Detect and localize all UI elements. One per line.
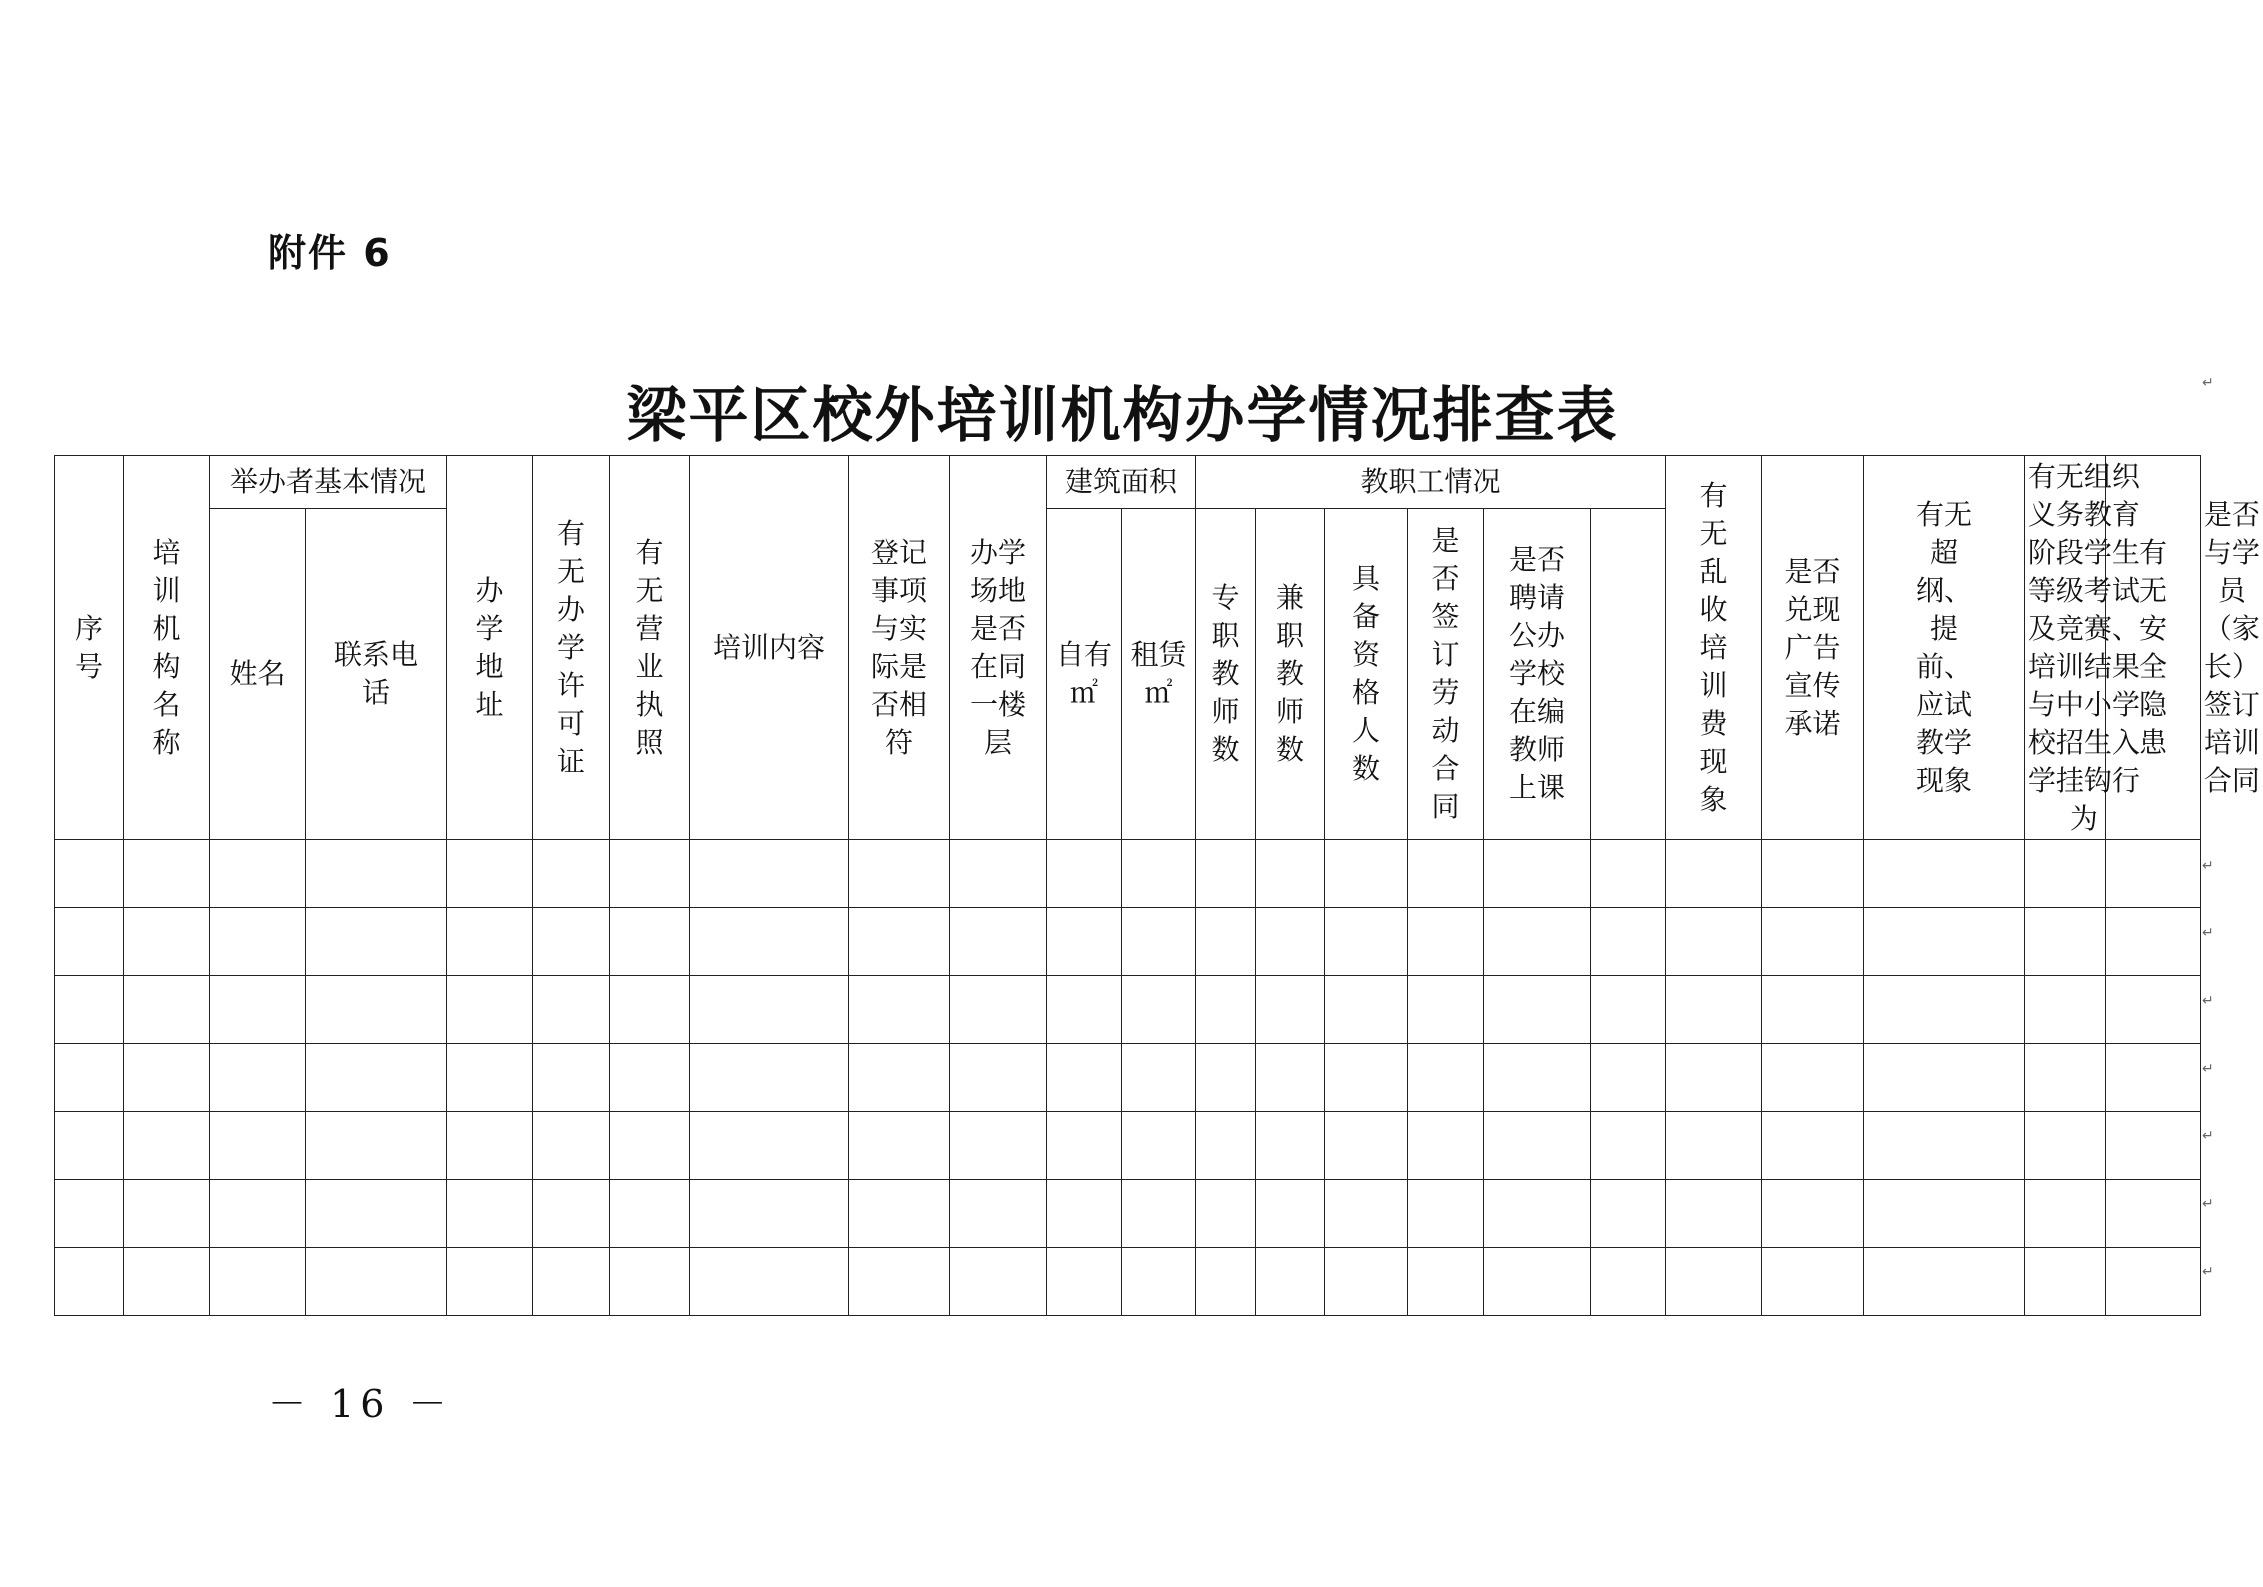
table-cell: [849, 908, 950, 976]
header-public-teachers: 是否聘请公办学校在编教师上课: [1484, 509, 1591, 840]
table-cell: [1047, 976, 1122, 1044]
table-cell: [610, 908, 690, 976]
table-cell: [306, 1112, 447, 1180]
table-cell: [1864, 840, 2025, 908]
table-cell: [1325, 1180, 1408, 1248]
table-cell: [210, 840, 306, 908]
table-cell: [210, 1248, 306, 1316]
table-cell: [1484, 908, 1591, 976]
table-cell: [2106, 1044, 2201, 1112]
table-cell: [1408, 976, 1484, 1044]
document-title: 梁平区校外培训机构办学情况排查表: [626, 381, 1619, 451]
header-registration-match: 登记事项与实际是否相符: [849, 456, 950, 840]
table-row: [55, 1180, 2201, 1248]
table-cell: [1196, 1180, 1256, 1248]
table-cell: [950, 1180, 1047, 1248]
table-cell: [1484, 1180, 1591, 1248]
table-cell: [950, 1112, 1047, 1180]
table-cell: [1666, 908, 1762, 976]
table-cell: [849, 1248, 950, 1316]
table-cell: [533, 976, 610, 1044]
table-cell: [849, 1044, 950, 1112]
table-cell: [1762, 840, 1864, 908]
header-safety-hazard: 有无安全隐患: [2106, 456, 2201, 840]
table-row: [55, 840, 2201, 908]
table-cell: [849, 1112, 950, 1180]
table-cell: [1325, 1248, 1408, 1316]
table-cell: [124, 1180, 210, 1248]
table-cell: [1666, 1112, 1762, 1180]
table-cell: [124, 1112, 210, 1180]
table-cell: [610, 840, 690, 908]
table-cell: [533, 1044, 610, 1112]
table-cell: [610, 1044, 690, 1112]
table-cell: [1047, 1044, 1122, 1112]
table-row: [55, 1044, 2201, 1112]
table-row: [55, 1248, 2201, 1316]
table-cell: [950, 1044, 1047, 1112]
table-row: [55, 908, 2201, 976]
table-cell: [1325, 1112, 1408, 1180]
table-cell: [1484, 1044, 1591, 1112]
table-cell: [1047, 1248, 1122, 1316]
table-cell: [2025, 908, 2106, 976]
table-cell: [2025, 1248, 2106, 1316]
page-number: － 16 －: [268, 1382, 453, 1426]
table-cell: [2106, 1248, 2201, 1316]
table-cell: [2106, 840, 2201, 908]
table-cell: [1047, 908, 1122, 976]
table-cell: [690, 1044, 849, 1112]
table-cell: [1196, 976, 1256, 1044]
table-cell: [533, 908, 610, 976]
table-cell: [1762, 1044, 1864, 1112]
paragraph-mark: ↵: [2202, 375, 2214, 391]
header-business-license: 有无营业执照: [610, 456, 690, 840]
header-fulltime-teachers: 专职教师数: [1196, 509, 1256, 840]
table-cell: [1591, 1112, 1666, 1180]
table-cell: [306, 908, 447, 976]
table-cell: [210, 1112, 306, 1180]
table-cell: [1762, 1112, 1864, 1180]
table-cell: [1256, 1248, 1325, 1316]
table-cell: [2106, 1112, 2201, 1180]
table-cell: [1484, 1248, 1591, 1316]
table-cell: [533, 840, 610, 908]
table-cell: [1196, 908, 1256, 976]
table-cell: [950, 1248, 1047, 1316]
paragraph-mark: ↵: [2202, 925, 2214, 941]
paragraph-mark: ↵: [2202, 1061, 2214, 1077]
table-cell: [447, 976, 533, 1044]
header-school-permit: 有无办学许可证: [533, 456, 610, 840]
table-cell: [210, 1044, 306, 1112]
header-ad-promise: 是否兑现广告宣传承诺: [1762, 456, 1864, 840]
header-staff-group: 教职工情况: [1196, 456, 1666, 509]
paragraph-mark: ↵: [2202, 858, 2214, 874]
table-cell: [690, 1248, 849, 1316]
table-cell: [1256, 908, 1325, 976]
table-cell: [849, 1180, 950, 1248]
table-cell: [124, 976, 210, 1044]
table-cell: [1256, 976, 1325, 1044]
table-cell: [1484, 976, 1591, 1044]
table-cell: [1666, 1044, 1762, 1112]
table-cell: [210, 1180, 306, 1248]
table-cell: [124, 840, 210, 908]
table-cell: [1122, 840, 1196, 908]
table-cell: [1408, 1248, 1484, 1316]
table-cell: [1408, 908, 1484, 976]
table-cell: [1122, 1112, 1196, 1180]
paragraph-mark: ↵: [2202, 1264, 2214, 1280]
table-cell: [1256, 1180, 1325, 1248]
table-cell: [1591, 1044, 1666, 1112]
table-cell: [1591, 1180, 1666, 1248]
header-area-owned: 自有㎡: [1047, 509, 1122, 840]
table-cell: [1666, 1248, 1762, 1316]
table-cell: [1325, 1044, 1408, 1112]
table-cell: [1864, 1044, 2025, 1112]
table-cell: [447, 1044, 533, 1112]
attachment-label: 附件 6: [268, 231, 392, 275]
table-cell: [55, 976, 124, 1044]
table-cell: [306, 840, 447, 908]
table-cell: [1122, 1248, 1196, 1316]
table-cell: [1408, 1180, 1484, 1248]
table-cell: [55, 1248, 124, 1316]
paragraph-mark: ↵: [2202, 1196, 2214, 1212]
table-cell: [1196, 840, 1256, 908]
table-cell: [1122, 976, 1196, 1044]
table-cell: [610, 1112, 690, 1180]
table-cell: [1762, 1248, 1864, 1316]
table-cell: [2106, 908, 2201, 976]
table-cell: [690, 1180, 849, 1248]
table-cell: [1762, 1180, 1864, 1248]
table-cell: [950, 908, 1047, 976]
table-row: [55, 1112, 2201, 1180]
table-cell: [1325, 908, 1408, 976]
paragraph-mark: ↵: [2202, 1128, 2214, 1144]
table-cell: [124, 908, 210, 976]
header-competition-link: 有无组织义务教育阶段学生等级考试及竞赛、培训结果与中小学校招生入学挂钩行为: [2025, 456, 2106, 840]
table-cell: [1047, 1112, 1122, 1180]
table-cell: [1591, 840, 1666, 908]
table-cell: [1047, 840, 1122, 908]
table-cell: [306, 1044, 447, 1112]
header-qualified-count: 具备资格人数: [1325, 509, 1408, 840]
header-address: 办学地址: [447, 456, 533, 840]
header-organizer-group: 举办者基本情况: [210, 456, 447, 509]
table-cell: [1591, 908, 1666, 976]
table-cell: [1591, 976, 1666, 1044]
header-seq: 序号: [55, 456, 124, 840]
table-cell: [447, 840, 533, 908]
table-cell: [2025, 1044, 2106, 1112]
table-row: [55, 976, 2201, 1044]
table-cell: [1196, 1248, 1256, 1316]
table-cell: [306, 1248, 447, 1316]
table-cell: [1122, 1180, 1196, 1248]
header-exam-oriented: 有无超纲、提前、应试教学现象: [1864, 456, 2025, 840]
table-cell: [2025, 840, 2106, 908]
table-cell: [690, 1112, 849, 1180]
table-cell: [950, 976, 1047, 1044]
table-cell: [1864, 908, 2025, 976]
header-area-group: 建筑面积: [1047, 456, 1196, 509]
table-cell: [1256, 840, 1325, 908]
table-body: [55, 840, 2201, 1316]
table-cell: [950, 840, 1047, 908]
table-cell: [1408, 840, 1484, 908]
table-cell: [610, 1180, 690, 1248]
table-cell: [1666, 1180, 1762, 1248]
table-cell: [690, 908, 849, 976]
table-cell: [124, 1044, 210, 1112]
table-cell: [1256, 1044, 1325, 1112]
table-cell: [1484, 840, 1591, 908]
table-cell: [690, 840, 849, 908]
header-arbitrary-fees: 有无乱收培训费现象: [1666, 456, 1762, 840]
header-parttime-teachers: 兼职教师数: [1256, 509, 1325, 840]
table-cell: [1196, 1044, 1256, 1112]
header-area-rented: 租赁㎡: [1122, 509, 1196, 840]
header-labor-contract: 是否签订劳动合同: [1408, 509, 1484, 840]
table-cell: [533, 1180, 610, 1248]
table-cell: [1325, 840, 1408, 908]
table-cell: [1666, 840, 1762, 908]
table-cell: [533, 1112, 610, 1180]
table-cell: [447, 1112, 533, 1180]
table-cell: [306, 976, 447, 1044]
table-cell: [55, 908, 124, 976]
table-cell: [55, 1044, 124, 1112]
header-same-floor: 办学场地是否在同一楼层: [950, 456, 1047, 840]
table-cell: [1325, 976, 1408, 1044]
table-cell: [1256, 1112, 1325, 1180]
table-cell: [1762, 976, 1864, 1044]
table-cell: [1762, 908, 1864, 976]
table-cell: [2106, 1180, 2201, 1248]
table-cell: [849, 840, 950, 908]
table-cell: [1408, 1044, 1484, 1112]
table-cell: [124, 1248, 210, 1316]
table-cell: [306, 1180, 447, 1248]
table-cell: [690, 976, 849, 1044]
table-cell: [2106, 976, 2201, 1044]
table-cell: [1047, 1180, 1122, 1248]
table-cell: [1408, 1112, 1484, 1180]
header-organizer-name: 姓名: [210, 509, 306, 840]
table-cell: [610, 976, 690, 1044]
table-cell: [2025, 1180, 2106, 1248]
table-cell: [1196, 1112, 1256, 1180]
header-training-content: 培训内容: [690, 456, 849, 840]
table-cell: [55, 1180, 124, 1248]
table-cell: [447, 1248, 533, 1316]
paragraph-mark: ↵: [2202, 993, 2214, 1009]
table-cell: [1122, 1044, 1196, 1112]
table-cell: [210, 908, 306, 976]
header-org-name: 培训机构名称: [124, 456, 210, 840]
table-cell: [1122, 908, 1196, 976]
table-cell: [2025, 976, 2106, 1044]
table-cell: [1666, 976, 1762, 1044]
table-cell: [610, 1248, 690, 1316]
table-cell: [55, 840, 124, 908]
table-cell: [1864, 976, 2025, 1044]
table-cell: [210, 976, 306, 1044]
table-cell: [1864, 1248, 2025, 1316]
table-cell: [849, 976, 950, 1044]
table-cell: [2025, 1112, 2106, 1180]
table-cell: [1864, 1180, 2025, 1248]
table-cell: [447, 908, 533, 976]
table-cell: [1591, 1248, 1666, 1316]
table-cell: [1484, 1112, 1591, 1180]
header-organizer-phone: 联系电话: [306, 509, 447, 840]
header-row-top: 序号 培训机构名称 举办者基本情况 办学地址 有无办学许可证 有无营业执照 培训内容 登记事项与实际是否相符 办学场地是否在同一楼层 建筑面积 教职工情况 有无乱收培训费现象 是否兑现广告宣传承诺 有无超纲、提前、应试教学现象 有无组织义务教育阶段学生等级考试及竞赛、培训结果与中小学校招生入学挂钩行为 有无安全隐患 是否与学员（家长）签订培训合同: [55, 456, 2201, 509]
table-cell: [55, 1112, 124, 1180]
table-cell: [447, 1180, 533, 1248]
table-cell: [533, 1248, 610, 1316]
survey-table: [54, 455, 2260, 1316]
table-cell: [1864, 1112, 2025, 1180]
